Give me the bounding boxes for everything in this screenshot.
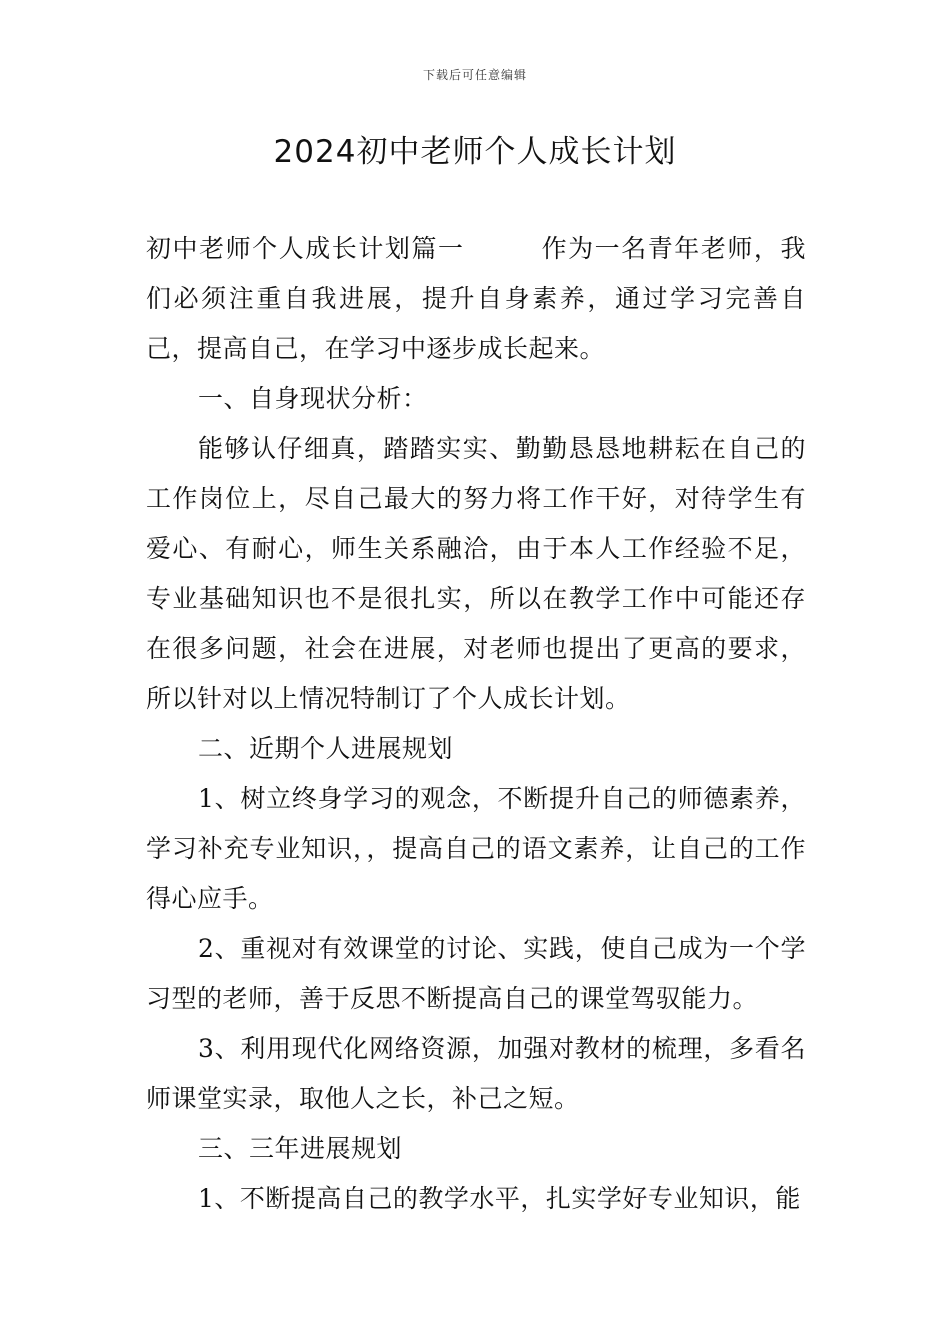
section-heading-2: 二、近期个人进展规划 (198, 734, 454, 763)
paragraph-plan-item-2: 2、重视对有效课堂的讨论、实践，使自己成为一个学习型的老师，善于反思不断提高自己的课堂驾驭能力。 (146, 934, 806, 1013)
document-title: 2024初中老师个人成长计划 (273, 134, 677, 170)
paragraph-plan-item-3: 3、利用现代化网络资源，加强对教材的梳理，多看名师课堂实录，取他人之长，补己之短。 (146, 1034, 806, 1113)
intro-label: 初中老师个人成长计划篇一 (146, 234, 465, 263)
paragraph-plan-item-1: 1、树立终身学习的观念，不断提升自己的师德素养，学习补充专业知识，，提高自己的语文素养，让自己的工作得心应手。 (146, 784, 806, 913)
paragraph-three-year-item-1: 1、不断提高自己的教学水平，扎实学好专业知识，能 (198, 1184, 801, 1213)
paragraph-status-analysis: 能够认仔细真，踏踏实实、勤勤恳恳地耕耘在自己的工作岗位上，尽自己最大的努力将工作干好，对待学生有爱心、有耐心，师生关系融洽，由于本人工作经验不足，专业基础知识也不是很扎实，所以在教学工作中可能还存在很多问题，社会在进展，对老师也提出了更高的要求，所以针对以上情况特制订了个人成长计划。 (146, 434, 806, 713)
intro-text: 作为一名青年老师，我们必须注重自我进展，提升自身素养，通过学习完善自己，提高自己，在学习中逐步成长起来。 (146, 234, 806, 363)
document-body (146, 224, 806, 1224)
paragraph-intro (146, 224, 806, 374)
section-heading-3: 三、三年进展规划 (198, 1134, 403, 1163)
header-note: 下载后可任意编辑 (422, 68, 527, 82)
section-heading-1: 一、自身现状分析： (198, 384, 428, 413)
